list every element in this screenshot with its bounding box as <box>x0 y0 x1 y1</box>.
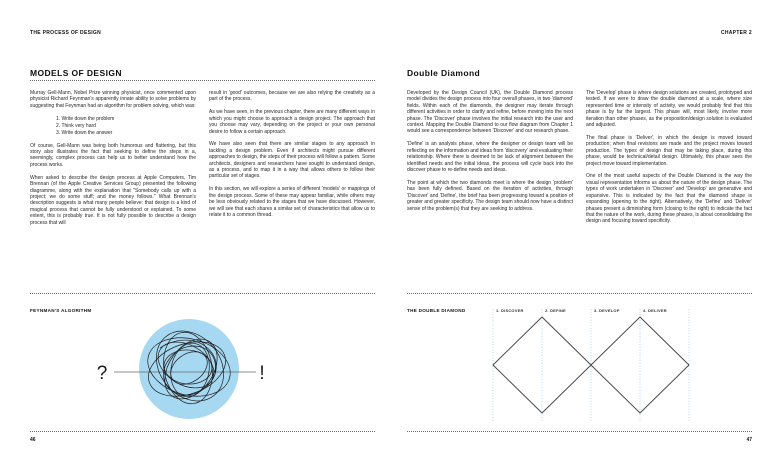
figure-divider <box>407 293 752 294</box>
double-diamond-diagram <box>407 303 752 429</box>
list-item: 3. Write down the answer <box>56 129 113 136</box>
paragraph: Murray Gell-Mann, Nobel Prize winning physicist, once commented upon physicist Richard Feynman's apparently innate ability to solve problems by suggesting that Feynman had an algorithm for problem solving, which was: <box>30 90 196 109</box>
phase-label-deliver: 4. DELIVER <box>643 308 667 313</box>
paragraph: In this section, we will explore a series of different 'models' or mappings of the design process. Some of these may appear familiar, while others may be less obviously related to the stages that we have discussed. However, we will see that each shares a similar set of characteristics that allow us to relate it to a common thread. <box>209 186 375 218</box>
left-page-column-2 <box>209 90 375 293</box>
paragraph: Of course, Gell-Mann was being both humorous and flattering, but this story also illustrates the fact that seeking to define the steps in a, seemingly, complex process can help us to better understand how the process works. <box>30 142 196 168</box>
exclamation-mark-glyph: ! <box>259 363 265 384</box>
paragraph: When asked to describe the design process at Apple Computers, Tim Brennan (of the Apple Creative Services Group) presented the following diagramme, along with the explanation that "Somebody calls up with a project; we do some stuff; and the money follows." What Brennan's description suggests is what many people believe: that design is a kind of magical process that cannot be fully understood or explained. To some extent, this is probably true. It is not fully possible to describe a design process that will <box>30 174 196 226</box>
figure-divider <box>30 293 375 294</box>
paragraph: 'Define' is an analysis phase, where the designer or design team will be reflecting on the information and ideas from 'discovery' and evaluating their relationship. Where there is deemed to be lack of alignment between the identified needs and the initial ideas, the process will cycle back into the discover phase to re-define needs and ideas. <box>407 141 573 173</box>
right-page-column-1 <box>407 90 573 293</box>
footer-divider <box>407 431 752 432</box>
running-head-left: THE PROCESS OF DESIGN <box>30 30 102 36</box>
phase-label-define: 2. DEFINE <box>545 308 566 313</box>
paragraph: We have also seen that there are similar stages to any approach in tackling a design problem. Even if architects might pursue different approaches to design, the steps of their process will follow a pattern. Some architects, designers and researchers have sought to understand design, as a process, and to map it in a way that allows others to follow their particular set of stages. <box>209 141 375 180</box>
figure-caption: THE DOUBLE DIAMOND <box>407 308 466 313</box>
feynman-algorithm-list <box>56 116 196 136</box>
paragraph: The 'Develop' phase is where design solutions are created, prototyped and tested. If we were to draw the double diamond at a scale, where size represented time or intensity of activity, we would probably find that this phase is by far the largest. This phase will, most likely, involve more iteration than other phases, as the proposition/design solution is evaluated and adjusted. <box>586 90 752 129</box>
list-item: 1. Write down the problem <box>56 115 115 122</box>
paragraph: The point at which the two diamonds meet is where the design 'problem' has been fully defined. Based on the iteration of activities, through 'Discover' and 'Define', the brief has been progressing toward a position of greater and greater specificity. The design team should now have a distinct sense of the problem(s) that they are seeking to address. <box>407 179 573 212</box>
page-right <box>407 0 752 476</box>
list-item: 2. Think very hard <box>56 122 96 129</box>
left-page-column-1 <box>30 90 196 293</box>
left-page-body <box>30 90 375 293</box>
right-page-body <box>407 90 752 293</box>
page-number-right: 47 <box>746 437 752 443</box>
double-diamond-figure <box>407 303 752 429</box>
heading-divider <box>30 80 375 81</box>
paragraph: Developed by the Design Council (UK), the Double Diamond process model divides the design process into four overall phases, in two 'diamond' fields. Within each of the diamonds, the designer may iterate through different activities in order to clarify and refine, before moving into the next phase. The 'Discover' phase involves the initial research into the user and context. Mapping the Double Diamond to our flow diagram from Chapter 1 would see a correspondence between 'Discover' and our research phase. <box>407 90 573 135</box>
right-page-column-2 <box>586 90 752 293</box>
figure-caption: FEYNMAN'S ALGORITHM <box>30 308 92 313</box>
page-title-models-of-design: MODELS OF DESIGN <box>30 68 122 78</box>
feynman-algorithm-figure <box>30 303 375 429</box>
phase-label-develop: 3. DEVELOP <box>594 308 620 313</box>
scribble-diagram <box>30 303 375 429</box>
question-mark-glyph: ? <box>96 363 108 384</box>
paragraph: result in 'good' outcomes, because we are also relying the creativity as a part of the process. <box>209 90 375 103</box>
page-title-double-diamond: Double Diamond <box>407 68 481 78</box>
paragraph: One of the most useful aspects of the Double Diamond is the way the visual representation informs us about the nature of the design phase. The types of work undertaken in 'Discover' and 'Develop' are generative and expansive. This is indicated by the fact that the diamond shape is expanding (opening to the right). Alternatively, the 'Define' and 'Deliver' phases present a diminishing form (closing to the right) to indicate the fact that the nature of the work, during these phases, is about consolidating the design and focusing toward specificity. <box>586 173 752 225</box>
page-left <box>30 0 375 476</box>
paragraph: As we have seen, in the previous chapter, there are many different ways in which you might choose to approach a design project. The approach that you choose may vary, depending on the project or your own personal desire to follow a certain approach. <box>209 109 375 135</box>
paragraph: The final phase is 'Deliver', in which the design is moved toward production; when final revisions are made and the project moves toward production. The types of design that may be taking place, during this phase, would be technical/detail design. Ultimately, this phase sees the project move toward implementation. <box>586 134 752 167</box>
phase-label-discover: 1. DISCOVER <box>496 308 524 313</box>
footer-divider <box>30 431 375 432</box>
running-head-right: CHAPTER 2 <box>720 30 752 36</box>
page-number-left: 46 <box>30 437 36 443</box>
